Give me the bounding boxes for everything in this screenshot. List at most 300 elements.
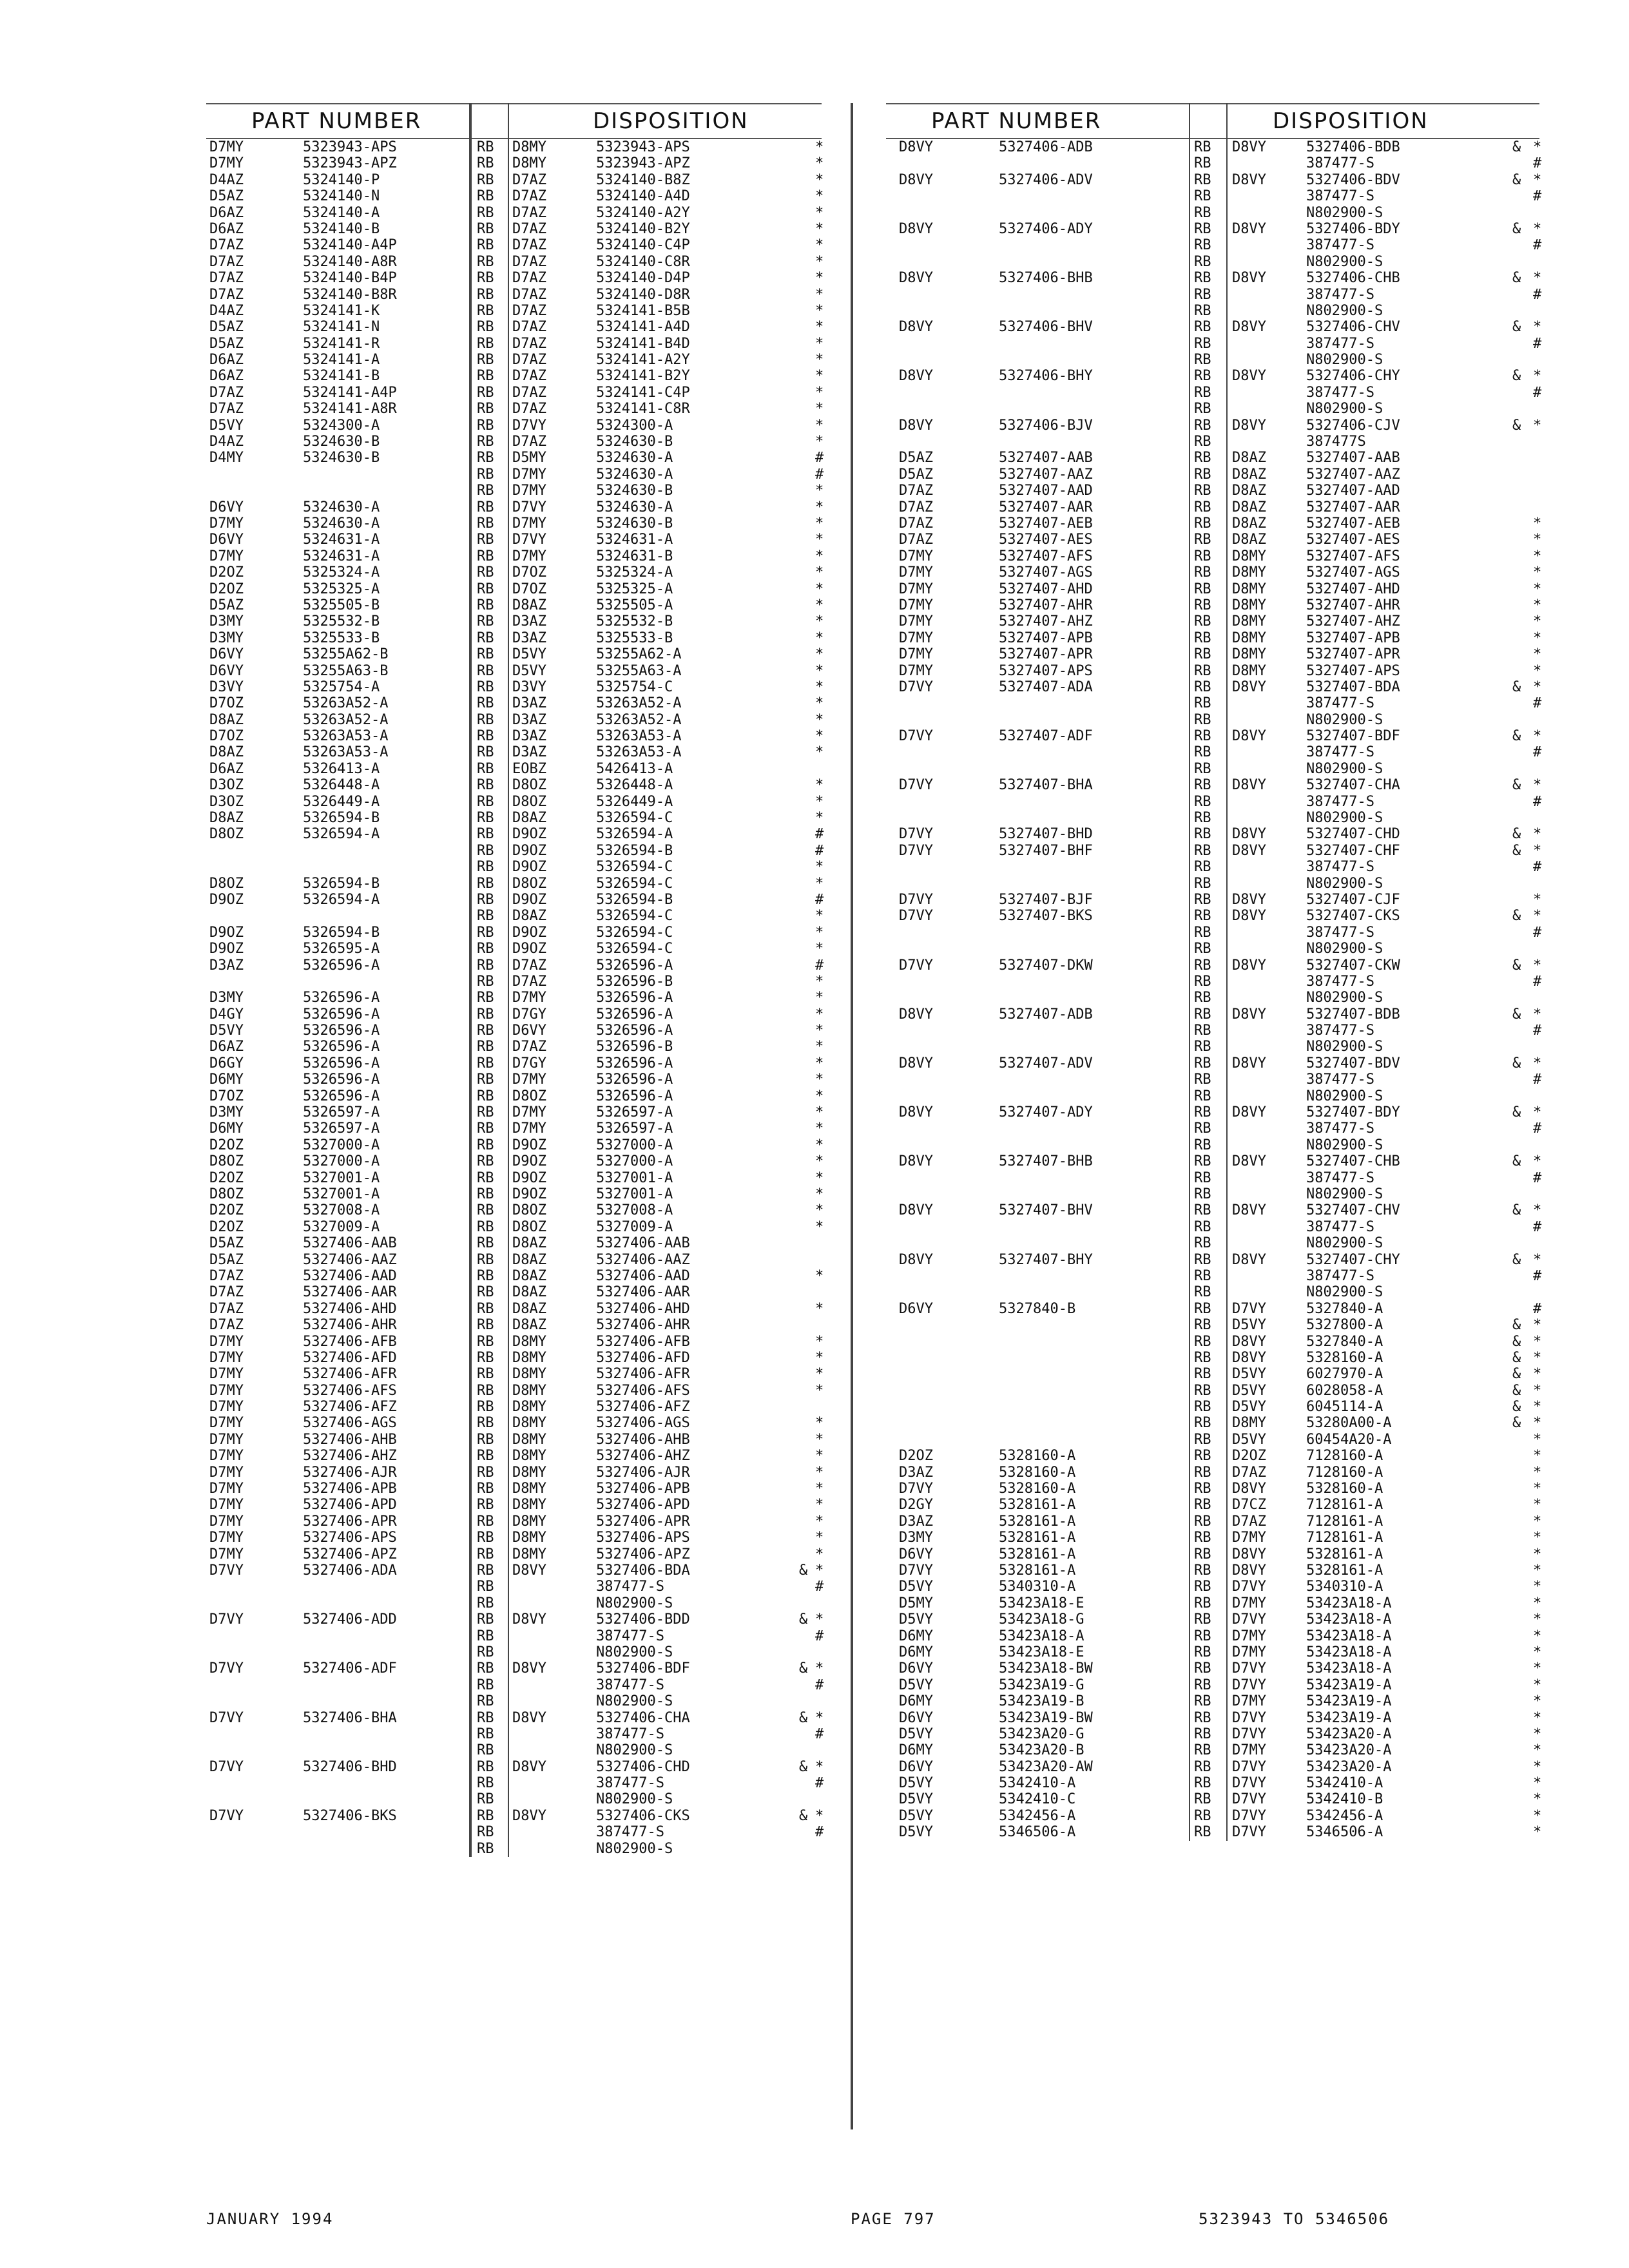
old-prefix: D6AZ <box>209 204 244 221</box>
old-prefix: D8AZ <box>209 744 244 761</box>
note-flag: * <box>1533 1431 1542 1448</box>
table-row <box>206 957 822 974</box>
table-row <box>886 450 1539 466</box>
new-part: 5327406-AFZ <box>596 1399 690 1416</box>
note-flag: * <box>815 1137 824 1153</box>
amp-flag: & <box>799 1562 808 1579</box>
old-part: 5327406-BHD <box>303 1758 397 1775</box>
old-part: 5326596-A <box>303 1023 380 1039</box>
new-part: 5327406-BDB <box>1306 139 1400 155</box>
footer-range: 5323943 TO 5346506 <box>1199 2210 1390 2228</box>
disposition-code: RB <box>1194 1120 1211 1137</box>
new-prefix: D8VY <box>1232 957 1266 974</box>
disposition-code: RB <box>1194 253 1211 270</box>
table-row <box>886 1579 1542 1595</box>
old-part: 5327407-AES <box>999 532 1093 548</box>
note-flag: * <box>1533 1104 1542 1121</box>
disposition-code: RB <box>477 352 494 369</box>
new-part: 53263A53-A <box>596 744 682 761</box>
new-part: 5327406-BDA <box>596 1562 690 1579</box>
old-prefix: D2OZ <box>209 581 244 597</box>
new-prefix: D7AZ <box>1232 1464 1266 1481</box>
old-part: 5326596-A <box>303 1088 380 1104</box>
new-prefix: D9OZ <box>512 941 546 957</box>
new-prefix: D8VY <box>1232 908 1266 925</box>
old-part: 5324141-R <box>303 335 380 352</box>
new-prefix: D7AZ <box>512 957 546 974</box>
table-row <box>886 793 1542 810</box>
new-part: 5327407-AAZ <box>1306 466 1400 483</box>
table-row <box>206 1841 822 1857</box>
new-part: 5327406-CKS <box>596 1807 690 1824</box>
old-part: 5325324-A <box>303 564 380 581</box>
new-prefix: D8VY <box>512 1709 546 1726</box>
new-prefix: D7MY <box>1232 1595 1266 1611</box>
table-row <box>886 908 1542 925</box>
note-flag: * <box>815 1169 824 1186</box>
table-row <box>886 1611 1542 1628</box>
note-flag: # <box>1533 1267 1542 1284</box>
table-row <box>886 1644 1542 1660</box>
new-prefix: D8MY <box>1232 548 1266 564</box>
new-prefix: D7VY <box>512 417 546 434</box>
note-flag: * <box>1533 1448 1542 1465</box>
new-part: 5327406-AAD <box>596 1267 690 1284</box>
new-part: N802900-S <box>596 1840 673 1857</box>
old-prefix: D6VY <box>899 1660 933 1677</box>
table-row <box>886 335 1542 352</box>
note-flag: * <box>815 188 824 205</box>
new-prefix: D8VY <box>1232 270 1266 287</box>
old-part: 5327406-AAZ <box>303 1251 397 1268</box>
note-flag: * <box>815 1104 824 1121</box>
old-part: 5340310-A <box>999 1579 1076 1595</box>
new-part: 5327406-AFB <box>596 1333 690 1350</box>
table-row <box>206 515 822 532</box>
new-part: 5327406-BDF <box>596 1660 690 1677</box>
new-part: 5327406-BDV <box>1306 171 1400 188</box>
table-row <box>886 171 1542 188</box>
disposition-code: RB <box>1194 1742 1211 1759</box>
new-part: 5327407-CKW <box>1306 957 1400 974</box>
note-flag: * <box>1533 826 1542 843</box>
new-prefix: D8VY <box>1232 1104 1266 1121</box>
old-part: 5327406-APS <box>303 1530 397 1546</box>
old-part: 5328160-A <box>999 1481 1076 1497</box>
new-prefix: D7VY <box>512 532 546 548</box>
old-part: 53423A20-AW <box>999 1758 1093 1775</box>
new-prefix: D9OZ <box>512 842 546 859</box>
table-row <box>886 876 1539 892</box>
old-part: 5327406-ADY <box>999 220 1093 237</box>
new-part: 5342410-B <box>1306 1791 1383 1808</box>
new-prefix: D8VY <box>1232 1055 1266 1072</box>
old-part: 53423A18-G <box>999 1611 1084 1628</box>
disposition-code: RB <box>477 924 494 941</box>
new-prefix: D7MY <box>512 466 546 483</box>
new-part: 387477-S <box>1306 1023 1374 1039</box>
new-prefix: D8MY <box>512 1399 546 1416</box>
disposition-code: RB <box>1194 1284 1211 1301</box>
new-prefix: D7VY <box>512 499 546 515</box>
note-flag: * <box>815 793 824 810</box>
old-prefix: D7MY <box>899 597 933 613</box>
amp-flag: & <box>1512 368 1521 385</box>
new-prefix: D8AZ <box>512 1267 546 1284</box>
disposition-code: RB <box>477 777 494 794</box>
disposition-code: RB <box>477 417 494 434</box>
old-prefix: D2OZ <box>209 1169 244 1186</box>
old-part: 5327407-BHV <box>999 1202 1093 1219</box>
disposition-code: RB <box>477 237 494 254</box>
note-flag: * <box>1533 1333 1542 1350</box>
old-prefix: D5VY <box>899 1775 933 1792</box>
old-part: 53255A63-B <box>303 662 389 679</box>
amp-flag: & <box>1512 1317 1521 1334</box>
table-row <box>206 1415 822 1431</box>
old-part: 5324300-A <box>303 417 380 434</box>
new-prefix: D2OZ <box>1232 1448 1266 1465</box>
note-flag: * <box>1533 319 1542 336</box>
new-prefix: D5VY <box>512 646 546 663</box>
old-prefix: D8VY <box>899 417 933 434</box>
old-prefix: D8OZ <box>209 875 244 892</box>
note-flag: * <box>815 434 824 450</box>
table-row <box>206 876 822 892</box>
new-part: 6027970-A <box>1306 1366 1383 1383</box>
new-part: 5327406-APR <box>596 1513 690 1530</box>
disposition-code: RB <box>1194 286 1211 303</box>
disposition-code: RB <box>1194 483 1211 499</box>
old-part: 5326594-A <box>303 891 380 908</box>
table-row <box>206 1432 822 1448</box>
disposition-code: RB <box>1194 1153 1211 1170</box>
disposition-code: RB <box>1194 1791 1211 1808</box>
amp-flag: & <box>1512 1382 1521 1399</box>
table-row <box>886 744 1542 761</box>
table-row <box>886 1725 1542 1742</box>
disposition-code: RB <box>477 1481 494 1497</box>
new-prefix: D8VY <box>1232 1546 1266 1562</box>
amp-flag: & <box>799 1807 808 1824</box>
disposition-code: RB <box>477 581 494 597</box>
old-prefix: D5VY <box>209 417 244 434</box>
disposition-code: RB <box>477 401 494 418</box>
old-prefix: D4AZ <box>209 434 244 450</box>
new-part: 53423A18-A <box>1306 1595 1392 1611</box>
old-prefix: D8AZ <box>209 711 244 728</box>
table-row <box>886 1300 1542 1317</box>
old-part: 5324140-A <box>303 204 380 221</box>
disposition-code: RB <box>477 1088 494 1104</box>
table-row <box>206 1366 822 1382</box>
disposition-code: RB <box>1194 1169 1211 1186</box>
disposition-code: RB <box>1194 908 1211 925</box>
table-row <box>886 891 1542 908</box>
disposition-code: RB <box>1194 1399 1211 1416</box>
new-part: 53423A18-A <box>1306 1660 1392 1677</box>
table-row <box>206 810 822 826</box>
disposition-code: RB <box>1194 581 1211 597</box>
note-flag: * <box>815 286 824 303</box>
new-prefix: D9OZ <box>512 1186 546 1202</box>
note-flag: * <box>815 924 824 941</box>
note-flag: * <box>1533 1366 1542 1383</box>
new-part: 7128160-A <box>1306 1464 1383 1481</box>
table-row <box>206 925 822 941</box>
left-table <box>206 103 822 1857</box>
table-row <box>206 761 822 777</box>
new-part: 5327407-AES <box>1306 532 1400 548</box>
table-row <box>886 1006 1542 1023</box>
old-prefix: D6MY <box>899 1742 933 1759</box>
old-part: 5323943-APZ <box>303 155 397 172</box>
old-part: 53255A62-B <box>303 646 389 663</box>
table-row <box>206 1219 822 1235</box>
new-part: 387477-S <box>1306 335 1374 352</box>
table-row <box>206 1628 822 1644</box>
new-part: 5346506-A <box>1306 1824 1383 1841</box>
old-prefix: D5AZ <box>899 450 933 466</box>
note-flag: * <box>1533 1055 1542 1072</box>
disposition-code: RB <box>477 1807 494 1824</box>
disposition-code: RB <box>477 1267 494 1284</box>
note-flag: * <box>1533 1464 1542 1481</box>
table-row <box>886 1775 1542 1792</box>
old-part: 5327406-AAR <box>303 1284 397 1301</box>
new-prefix: D7MY <box>512 515 546 532</box>
new-prefix: D8VY <box>1232 1481 1266 1497</box>
old-part: 5327407-ADF <box>999 728 1093 745</box>
table-row <box>206 794 822 810</box>
old-prefix: D7MY <box>209 548 244 564</box>
disposition-code: RB <box>477 253 494 270</box>
table-row <box>886 1137 1539 1153</box>
old-prefix: D7MY <box>899 548 933 564</box>
note-flag: # <box>815 957 824 974</box>
disposition-code: RB <box>477 1415 494 1432</box>
old-part: 5327406-AAB <box>303 1235 397 1252</box>
old-part: 5326597-A <box>303 1104 380 1121</box>
old-prefix: D5AZ <box>209 335 244 352</box>
new-part: 5327406-CHY <box>1306 368 1400 385</box>
note-flag: * <box>1533 1725 1542 1742</box>
note-flag: * <box>1533 613 1542 630</box>
new-prefix: D8AZ <box>1232 499 1266 515</box>
table-row <box>886 629 1542 646</box>
old-part: 5326448-A <box>303 777 380 794</box>
new-part: 5327406-APD <box>596 1497 690 1514</box>
table-row <box>206 1562 822 1579</box>
new-part: 53423A18-A <box>1306 1611 1392 1628</box>
new-prefix: D5VY <box>1232 1399 1266 1416</box>
table-row <box>206 368 822 384</box>
old-prefix: D6VY <box>899 1300 933 1317</box>
old-prefix: D8OZ <box>209 826 244 843</box>
disposition-code: RB <box>477 1644 494 1660</box>
new-part: 5327407-CHY <box>1306 1251 1400 1268</box>
new-part: N802900-S <box>1306 1186 1383 1202</box>
old-prefix: D3OZ <box>209 793 244 810</box>
new-part: 387477-S <box>1306 744 1374 761</box>
old-part: 5326595-A <box>303 941 380 957</box>
old-prefix: D7AZ <box>899 515 933 532</box>
new-part: 5327406-AJR <box>596 1464 690 1481</box>
part-number-heading: PART NUMBER <box>251 108 422 134</box>
new-part: 5327406-CHV <box>1306 319 1400 336</box>
new-part: 5327407-AHZ <box>1306 613 1400 630</box>
new-prefix: D7MY <box>1232 1693 1266 1710</box>
disposition-code: RB <box>1194 352 1211 369</box>
old-prefix: D7AZ <box>209 237 244 254</box>
note-flag: # <box>1533 335 1542 352</box>
note-flag: # <box>1533 695 1542 712</box>
old-part: 5327406-AGS <box>303 1415 397 1432</box>
table-row <box>206 270 822 286</box>
new-prefix: D7AZ <box>512 335 546 352</box>
new-part: N802900-S <box>1306 302 1383 319</box>
old-part: 5324630-A <box>303 515 380 532</box>
old-part: 5342410-A <box>999 1775 1076 1792</box>
old-prefix: D4AZ <box>209 302 244 319</box>
new-prefix: D7CZ <box>1232 1497 1266 1514</box>
new-part: 387477-S <box>596 1677 664 1693</box>
table-row <box>886 1481 1542 1497</box>
new-prefix: D8MY <box>1232 1415 1266 1432</box>
new-prefix: D8VY <box>1232 1349 1266 1366</box>
disposition-code: RB <box>477 270 494 287</box>
table-row <box>886 761 1539 777</box>
disposition-code: RB <box>1194 1530 1211 1546</box>
disposition-code: RB <box>1194 532 1211 548</box>
new-part: N802900-S <box>1306 875 1383 892</box>
old-part: 5325533-B <box>303 629 380 646</box>
old-prefix: D6VY <box>899 1546 933 1562</box>
new-part: 5327407-BDF <box>1306 728 1400 745</box>
footer-date: JANUARY 1994 <box>206 2210 334 2228</box>
old-part: 5327407-AHR <box>999 597 1093 613</box>
disposition-code: RB <box>1194 270 1211 287</box>
note-flag: * <box>1533 891 1542 908</box>
new-prefix: D9OZ <box>512 826 546 843</box>
disposition-code: RB <box>477 678 494 695</box>
disposition-code: RB <box>477 1169 494 1186</box>
new-part: 5326594-C <box>596 875 673 892</box>
new-part: 387477-S <box>1306 286 1374 303</box>
note-flag: * <box>815 401 824 418</box>
old-part: 5324140-A8R <box>303 253 397 270</box>
new-part: 5325505-A <box>596 597 673 613</box>
note-flag: * <box>815 220 824 237</box>
note-flag: * <box>1533 564 1542 581</box>
old-prefix: D7MY <box>209 139 244 155</box>
disposition-code: RB <box>477 1562 494 1579</box>
old-part: 5327407-AHD <box>999 581 1093 597</box>
table-row <box>886 973 1542 990</box>
old-prefix: D7VY <box>899 908 933 925</box>
note-flag: * <box>815 171 824 188</box>
table-row <box>206 990 822 1006</box>
new-part: N802900-S <box>1306 1137 1383 1153</box>
old-prefix: D7MY <box>899 629 933 646</box>
table-row <box>206 1268 822 1284</box>
note-flag: # <box>1533 1300 1542 1317</box>
new-part: 5324630-A <box>596 499 673 515</box>
old-part: 5327406-AFR <box>303 1366 397 1383</box>
new-prefix: D7AZ <box>512 204 546 221</box>
new-prefix: D8AZ <box>512 1300 546 1317</box>
table-row <box>206 1350 822 1366</box>
table-row <box>886 1104 1542 1121</box>
disposition-code: RB <box>1194 319 1211 336</box>
new-part: 387477-S <box>1306 1218 1374 1235</box>
old-part: 5327406-BJV <box>999 417 1093 434</box>
new-part: 5327001-A <box>596 1169 673 1186</box>
note-flag: * <box>815 237 824 254</box>
disposition-code: RB <box>1194 1218 1211 1235</box>
new-part: 5327407-AHR <box>1306 597 1400 613</box>
table-row <box>206 1317 822 1333</box>
new-prefix: D8MY <box>512 1382 546 1399</box>
new-part: 5326596-A <box>596 1006 673 1023</box>
table-row <box>886 1251 1542 1268</box>
new-part: 5326594-A <box>596 826 673 843</box>
table-row <box>206 564 822 581</box>
note-flag: * <box>815 646 824 663</box>
new-part: 5325754-C <box>596 678 673 695</box>
disposition-code: RB <box>1194 891 1211 908</box>
amp-flag: & <box>1512 842 1521 859</box>
disposition-code: RB <box>1194 139 1211 155</box>
old-prefix: D7MY <box>209 1349 244 1366</box>
table-row <box>886 499 1539 515</box>
table-row <box>886 1039 1539 1055</box>
table-row <box>206 1202 822 1218</box>
table-row <box>206 287 822 303</box>
old-part: 5324141-A8R <box>303 401 397 418</box>
note-flag: * <box>815 204 824 221</box>
new-part: N802900-S <box>1306 1088 1383 1104</box>
old-prefix: D7MY <box>209 1513 244 1530</box>
disposition-code: RB <box>1194 1628 1211 1644</box>
table-row <box>206 303 822 319</box>
new-prefix: D8MY <box>512 1464 546 1481</box>
new-prefix: D7OZ <box>512 581 546 597</box>
disposition-code: RB <box>1194 990 1211 1006</box>
new-prefix: D8VY <box>1232 891 1266 908</box>
old-part: 5327406-AFD <box>303 1349 397 1366</box>
disposition-code: RB <box>477 1595 494 1611</box>
old-part: 5327000-A <box>303 1153 380 1170</box>
new-part: 5327406-AGS <box>596 1415 690 1432</box>
disposition-code: RB <box>1194 155 1211 172</box>
table-row <box>206 205 822 221</box>
table-row <box>886 1513 1542 1530</box>
disposition-code: RB <box>1194 1415 1211 1432</box>
new-part: N802900-S <box>1306 1039 1383 1055</box>
old-prefix: D6MY <box>209 1120 244 1137</box>
new-prefix: D8VY <box>1232 368 1266 385</box>
table-row <box>886 1431 1542 1448</box>
new-prefix: D8VY <box>1232 1251 1266 1268</box>
new-part: 5327407-APB <box>1306 629 1400 646</box>
table-row <box>886 1562 1542 1579</box>
new-prefix: D9OZ <box>512 1137 546 1153</box>
table-row <box>206 172 822 188</box>
old-prefix: D6AZ <box>209 352 244 369</box>
table-row <box>206 499 822 515</box>
old-part: 5324141-A4P <box>303 384 397 401</box>
